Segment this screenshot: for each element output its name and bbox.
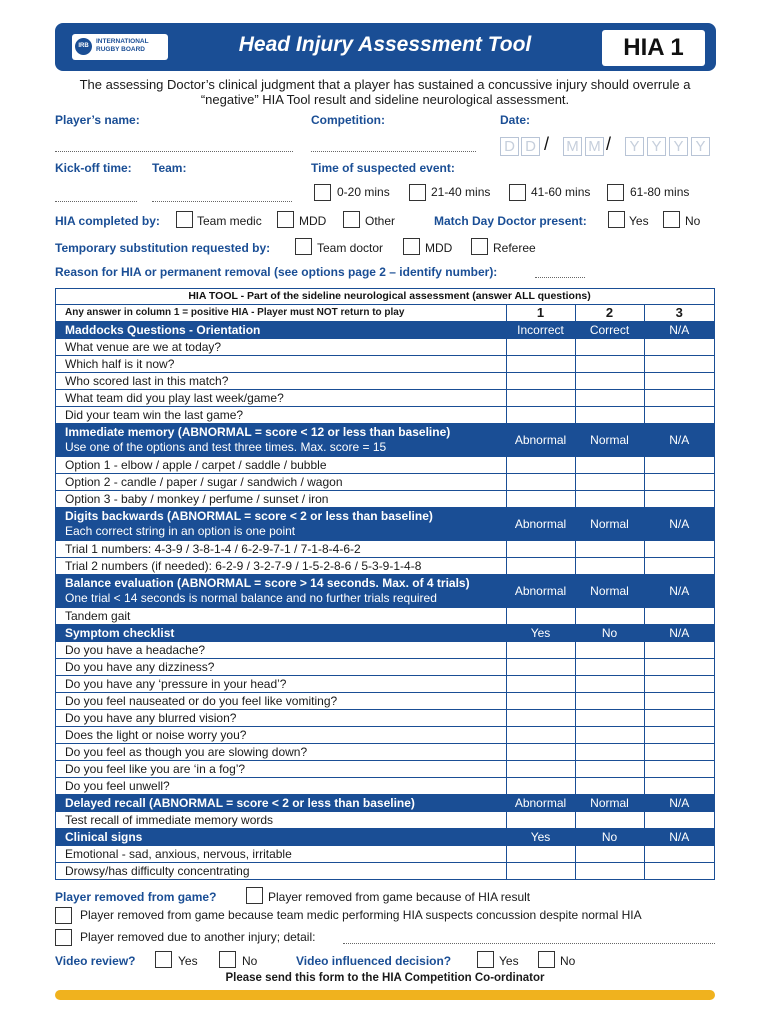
section-title-cell (56, 575, 506, 608)
section-title: Immediate memory (ABNORMAL = score < 12 or less than baseline) (65, 425, 451, 439)
player-name-label: Player’s name: (55, 113, 140, 127)
question-text: Tandem gait (56, 608, 506, 625)
question-text: Option 2 - candle / paper / sugar / sandwich / wagon (56, 474, 506, 491)
answer-cell[interactable] (644, 744, 714, 761)
answer-cell[interactable] (575, 863, 644, 880)
referee-checkbox[interactable] (471, 238, 488, 255)
section-column-label: No (575, 829, 644, 846)
table-row (56, 710, 714, 727)
kickoff-field[interactable] (55, 201, 137, 202)
section-title-cell (56, 322, 506, 339)
section-subtitle: Use one of the options and test three times. Max. score = 15 (65, 440, 387, 454)
answer-cell[interactable] (575, 744, 644, 761)
team-doctor-label: Team doctor (317, 241, 384, 255)
question-text: Option 1 - elbow / apple / carpet / saddle / bubble (56, 457, 506, 474)
section-subtitle: Each correct string in an option is one point (65, 524, 296, 538)
question-text: Do you feel as though you are slowing down? (56, 744, 506, 761)
answer-cell[interactable] (575, 659, 644, 676)
date-digit-box[interactable]: Y (669, 137, 688, 156)
answer-cell[interactable] (506, 676, 575, 693)
section-column-label: N/A (644, 625, 714, 642)
table-row (56, 407, 714, 424)
match-day-doctor-label: Match Day Doctor present: (434, 214, 587, 228)
answer-cell[interactable] (506, 491, 575, 508)
section-column-label: Normal (575, 795, 644, 812)
footer-bar (55, 990, 715, 1000)
time-0-20-label: 0-20 mins (337, 185, 390, 199)
section-title: Symptom checklist (65, 626, 175, 640)
section-column-label: N/A (644, 795, 714, 812)
team-medic-label: Team medic (197, 214, 262, 228)
removed-injury-checkbox[interactable] (55, 929, 72, 946)
competition-label: Competition: (311, 113, 385, 127)
answer-cell[interactable] (644, 693, 714, 710)
question-text: Do you have any blurred vision? (56, 710, 506, 727)
date-separator: / (544, 134, 550, 154)
doctor-yes-label: Yes (629, 214, 649, 228)
answer-cell[interactable] (575, 541, 644, 558)
date-digit-box[interactable]: D (521, 137, 540, 156)
doctor-no-checkbox[interactable] (663, 211, 680, 228)
section-column-label: Normal (575, 508, 644, 541)
table-row (56, 373, 714, 390)
question-text: Drowsy/has difficulty concentrating (65, 864, 250, 878)
answer-cell[interactable] (575, 693, 644, 710)
video-influenced-label: Video influenced decision? (296, 954, 452, 968)
answer-cell[interactable] (506, 710, 575, 727)
table-row (56, 474, 714, 491)
table-row (56, 693, 714, 710)
time-61-80-checkbox[interactable] (607, 184, 624, 201)
answer-cell[interactable] (644, 710, 714, 727)
section-column-label: Abnormal (506, 795, 575, 812)
date-digit-box[interactable]: Y (647, 137, 666, 156)
answer-cell[interactable] (575, 390, 644, 407)
removed-medic-checkbox[interactable] (55, 907, 72, 924)
competition-field[interactable] (311, 151, 476, 152)
answer-cell[interactable] (506, 659, 575, 676)
section-column-label: Normal (575, 424, 644, 457)
removed-hia-checkbox[interactable] (246, 887, 263, 904)
table-title-row (56, 289, 714, 305)
answer-cell[interactable] (644, 356, 714, 373)
section-header-row (56, 508, 714, 541)
doctor-no-label: No (685, 214, 701, 228)
question-text: Which half is it now? (56, 356, 506, 373)
section-subtitle: One trial < 14 seconds is normal balance and no further trials required (65, 591, 437, 605)
table-row (56, 676, 714, 693)
section-column-label: Normal (575, 575, 644, 608)
answer-cell[interactable] (575, 491, 644, 508)
player-name-field[interactable] (55, 151, 293, 152)
time-21-40-checkbox[interactable] (409, 184, 426, 201)
table-row (56, 457, 714, 474)
video-review-no-label: No (242, 954, 258, 968)
answer-cell[interactable] (575, 457, 644, 474)
other-checkbox[interactable] (343, 211, 360, 228)
answer-cell[interactable] (575, 710, 644, 727)
temp-sub-label: Temporary substitution requested by: (55, 241, 271, 255)
removed-hia-label: Player removed from game because of HIA result (268, 890, 531, 904)
date-label: Date: (500, 113, 531, 127)
table-row (56, 727, 714, 744)
hia-tool-table (55, 288, 715, 880)
section-column-label: No (575, 625, 644, 642)
question-text: Test recall of immediate memory words (56, 812, 506, 829)
answer-cell[interactable] (506, 356, 575, 373)
section-header-row (56, 424, 714, 457)
answer-cell[interactable] (575, 676, 644, 693)
answer-cell[interactable] (575, 558, 644, 575)
table-row (56, 356, 714, 373)
answer-cell[interactable] (506, 608, 575, 625)
section-title-cell (56, 829, 506, 846)
section-title-cell (56, 625, 506, 642)
mdd-checkbox[interactable] (277, 211, 294, 228)
logo-text-line2: RUGBY BOARD (96, 46, 145, 53)
table-row (56, 558, 714, 575)
question-text: Do you feel like you are ‘in a fog’? (56, 761, 506, 778)
section-column-label: Incorrect (506, 322, 575, 339)
table-title: HIA TOOL - Part of the sideline neurological assessment (answer ALL questions) (56, 289, 714, 305)
section-column-label: Yes (506, 625, 575, 642)
time-41-60-label: 41-60 mins (531, 185, 591, 199)
answer-cell[interactable] (644, 390, 714, 407)
other-label: Other (365, 214, 396, 228)
question-text: Trial 1 numbers: 4-3-9 / 3-8-1-4 / 6-2-9-7-1 / 7-1-8-4-6-2 (56, 541, 506, 558)
question-text: Emotional - sad, anxious, nervous, irritable (56, 846, 506, 863)
table-row (56, 608, 714, 625)
section-title-cell (56, 508, 506, 541)
page-title: Head Injury Assessment Tool (238, 33, 532, 56)
answer-cell[interactable] (575, 356, 644, 373)
section-header-row (56, 795, 714, 812)
mdd-label: MDD (299, 214, 327, 228)
irb-logo (72, 34, 168, 60)
reason-field[interactable] (535, 277, 585, 278)
table-row (56, 390, 714, 407)
section-title: Digits backwards (ABNORMAL = score < 2 or less than baseline) (65, 509, 433, 523)
section-title: Delayed recall (ABNORMAL = score < 2 or less than baseline) (65, 796, 415, 810)
question-text: Option 3 - baby / monkey / perfume / sunset / iron (56, 491, 506, 508)
answer-cell[interactable] (506, 457, 575, 474)
removed-medic-label: Player removed from game because team medic performing HIA suspects concussion despite normal HIA (80, 908, 642, 922)
table-row (56, 339, 714, 356)
answer-cell[interactable] (506, 863, 575, 880)
video-influenced-no-label: No (560, 954, 576, 968)
sub-mdd-label: MDD (425, 241, 453, 255)
answer-cell[interactable] (644, 642, 714, 659)
section-header-row (56, 625, 714, 642)
date-digit-box[interactable]: Y (625, 137, 644, 156)
injury-detail-field[interactable] (343, 943, 715, 944)
answer-cell[interactable] (506, 744, 575, 761)
table-row (56, 863, 714, 880)
section-column-label: N/A (644, 322, 714, 339)
answer-cell[interactable] (506, 846, 575, 863)
section-header-row (56, 322, 714, 339)
answer-cell[interactable] (644, 373, 714, 390)
player-removed-label: Player removed from game? (55, 890, 217, 904)
answer-cell[interactable] (575, 727, 644, 744)
referee-label: Referee (493, 241, 536, 255)
form-code: HIA 1 (602, 30, 705, 66)
answer-cell[interactable] (506, 390, 575, 407)
answer-cell[interactable] (575, 474, 644, 491)
reason-label: Reason for HIA or permanent removal (see options page 2 – identify number): (55, 265, 498, 279)
answer-cell[interactable] (644, 778, 714, 795)
section-header-row (56, 829, 714, 846)
section-column-label: Abnormal (506, 508, 575, 541)
section-column-label: N/A (644, 508, 714, 541)
time-61-80-label: 61-80 mins (630, 185, 690, 199)
video-review-yes-checkbox[interactable] (155, 951, 172, 968)
answer-cell[interactable] (506, 474, 575, 491)
question-text: What venue are we at today? (56, 339, 506, 356)
team-doctor-checkbox[interactable] (295, 238, 312, 255)
table-row (56, 778, 714, 795)
date-digit-box[interactable]: M (563, 137, 582, 156)
answer-cell[interactable] (644, 541, 714, 558)
question-text: Trial 2 numbers (if needed): 6-2-9 / 3-2-7-9 / 1-5-2-8-6 / 5-3-9-1-4-8 (56, 558, 506, 575)
question-text: Who scored last in this match? (56, 373, 506, 390)
answer-cell[interactable] (575, 608, 644, 625)
video-review-label: Video review? (55, 954, 136, 968)
question-text: Do you have a headache? (56, 642, 506, 659)
answer-cell[interactable] (506, 761, 575, 778)
answer-cell[interactable] (575, 761, 644, 778)
table-row (56, 812, 714, 829)
section-column-label: N/A (644, 424, 714, 457)
answer-cell[interactable] (506, 541, 575, 558)
answer-cell[interactable] (644, 339, 714, 356)
kickoff-label: Kick-off time: (55, 161, 132, 175)
answer-cell[interactable] (644, 812, 714, 829)
date-digit-box[interactable]: D (500, 137, 519, 156)
answer-cell[interactable] (644, 558, 714, 575)
question-text: Do you feel unwell? (56, 778, 506, 795)
video-influenced-yes-checkbox[interactable] (477, 951, 494, 968)
video-review-yes-label: Yes (178, 954, 198, 968)
logo-mark: IRB (75, 38, 92, 55)
answer-cell[interactable] (506, 778, 575, 795)
section-header-row (56, 575, 714, 608)
table-row (56, 659, 714, 676)
sub-mdd-checkbox[interactable] (403, 238, 420, 255)
answer-cell[interactable] (644, 846, 714, 863)
answer-cell[interactable] (506, 373, 575, 390)
logo-text-line1: INTERNATIONAL (96, 38, 149, 45)
answer-cell[interactable] (506, 407, 575, 424)
table-row (56, 761, 714, 778)
intro-text: The assessing Doctor’s clinical judgment that a player has sustained a concussive injury should overrule a “negative” HIA Tool result and sideline neurological assessment. (79, 77, 691, 107)
removed-injury-label: Player removed due to another injury; detail: (80, 930, 316, 944)
answer-cell[interactable] (506, 727, 575, 744)
section-title-cell (56, 424, 506, 457)
question-text: Do you feel nauseated or do you feel like vomiting? (56, 693, 506, 710)
column-number: 1 (506, 305, 575, 322)
answer-cell[interactable] (644, 761, 714, 778)
answer-cell[interactable] (644, 491, 714, 508)
column-number: 2 (575, 305, 644, 322)
table-row (56, 491, 714, 508)
section-title: Balance evaluation (ABNORMAL = score > 14 seconds. Max. of 4 trials) (65, 576, 470, 590)
answer-cell[interactable] (644, 727, 714, 744)
date-field[interactable] (500, 134, 716, 157)
time-21-40-label: 21-40 mins (431, 185, 491, 199)
section-column-label: Abnormal (506, 424, 575, 457)
answer-cell[interactable] (644, 608, 714, 625)
answer-cell[interactable] (644, 457, 714, 474)
table-row (56, 846, 714, 863)
answer-cell[interactable] (506, 339, 575, 356)
time-0-20-checkbox[interactable] (314, 184, 331, 201)
section-column-label: Correct (575, 322, 644, 339)
answer-cell[interactable] (575, 373, 644, 390)
date-separator: / (606, 134, 612, 154)
video-influenced-no-checkbox[interactable] (538, 951, 555, 968)
team-label: Team: (152, 161, 187, 175)
video-influenced-yes-label: Yes (499, 954, 519, 968)
video-review-no-checkbox[interactable] (219, 951, 236, 968)
table-row (56, 744, 714, 761)
date-digit-box[interactable]: M (585, 137, 604, 156)
answer-cell[interactable] (506, 558, 575, 575)
section-column-label: Yes (506, 829, 575, 846)
logo-text (96, 38, 168, 54)
question-text: Does the light or noise worry you? (56, 727, 506, 744)
date-digit-box[interactable]: Y (691, 137, 710, 156)
time-suspected-label: Time of suspected event: (311, 161, 455, 175)
answer-cell[interactable] (575, 812, 644, 829)
time-41-60-checkbox[interactable] (509, 184, 526, 201)
answer-cell[interactable] (575, 778, 644, 795)
doctor-yes-checkbox[interactable] (608, 211, 625, 228)
question-text: Do you have any ‘pressure in your head’? (56, 676, 506, 693)
answer-cell[interactable] (644, 659, 714, 676)
section-column-label: N/A (644, 829, 714, 846)
question-text: Do you have any dizziness? (56, 659, 506, 676)
section-title: Clinical signs (65, 830, 143, 844)
answer-cell[interactable] (506, 693, 575, 710)
answer-cell[interactable] (644, 474, 714, 491)
answer-cell[interactable] (644, 863, 714, 880)
answer-cell[interactable] (575, 846, 644, 863)
send-instruction: Please send this form to the HIA Competition Co-ordinator (225, 972, 545, 984)
team-field[interactable] (152, 201, 292, 202)
answer-cell[interactable] (575, 339, 644, 356)
table-row (56, 642, 714, 659)
answer-cell[interactable] (644, 676, 714, 693)
question-text: What team did you play last week/game? (56, 390, 506, 407)
section-column-label: N/A (644, 575, 714, 608)
table-row (56, 541, 714, 558)
column-number: 3 (644, 305, 714, 322)
column-note: Any answer in column 1 = positive HIA - Player must NOT return to play (56, 305, 506, 322)
answer-cell[interactable] (644, 407, 714, 424)
answer-cell[interactable] (575, 407, 644, 424)
answer-cell[interactable] (575, 642, 644, 659)
section-title: Maddocks Questions - Orientation (65, 323, 261, 337)
team-medic-checkbox[interactable] (176, 211, 193, 228)
section-column-label: Abnormal (506, 575, 575, 608)
question-text: Did your team win the last game? (56, 407, 506, 424)
hia-completed-label: HIA completed by: (55, 214, 160, 228)
answer-cell[interactable] (506, 642, 575, 659)
answer-cell[interactable] (506, 812, 575, 829)
section-title-cell (56, 795, 506, 812)
column-header-row (56, 305, 714, 322)
